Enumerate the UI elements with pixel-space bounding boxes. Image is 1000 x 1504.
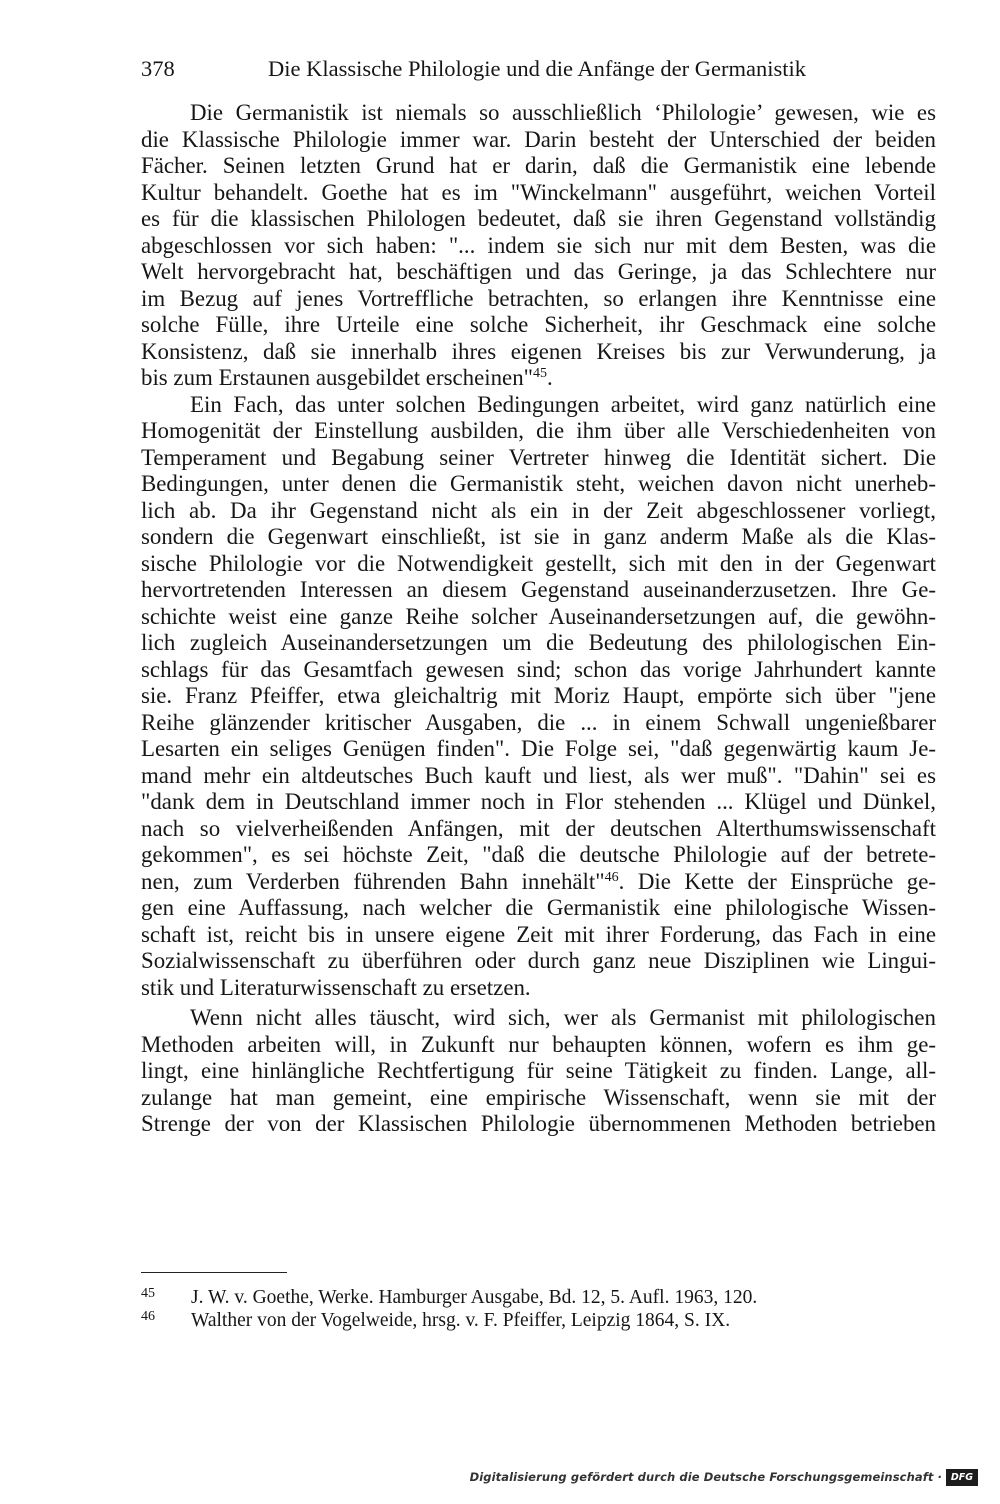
text-line: nach so vielverheißenden Anfängen, mit der deutschen Alterthumswissenschaft (141, 815, 936, 841)
text-line: Homogenität der Einstellung ausbilden, die ihm über alle Verschiedenheiten von (141, 418, 936, 443)
paragraph-3 (141, 1005, 936, 1138)
text-line: sie. Franz Pfeiffer, etwa gleichaltrig mit Moriz Haupt, empörte sich über "jene (141, 683, 936, 708)
text-line: sondern die Gegenwart einschließt, ist sie in ganz anderm Maße als die Klas- (141, 524, 936, 549)
text-line: Reihe glänzender kritischer Ausgaben, die ... in einem Schwall ungenießbarer (141, 709, 936, 735)
text-line: "dank dem in Deutschland immer noch in Flor stehenden ... Klügel und Dünkel, (141, 789, 936, 814)
text-line: lich zugleich Auseinandersetzungen um die Bedeutung des philologischen Ein- (141, 630, 936, 655)
text-line: Fächer. Seinen letzten Grund hat er darin, daß die Germanistik eine lebende (141, 153, 936, 178)
text-line: Die Germanistik ist niemals so ausschließlich ‘Philologie’ gewesen, wie es (190, 100, 936, 125)
text-line: schaft ist, reicht bis in unsere eigene Zeit mit ihrer Forderung, das Fach in eine (141, 921, 936, 947)
footnote-text: Walther von der Vogelweide, hrsg. v. F. Pfeiffer, Leipzig 1864, S. IX. (191, 1310, 731, 1331)
text-line: die Klassische Philologie immer war. Darin besteht der Unterschied der beiden (141, 126, 936, 152)
footnote-ref-46[interactable]: 46 (604, 869, 619, 885)
text-line: Welt hervorgebracht hat, beschäftigen und das Geringe, ja das Schlechtere nur (141, 259, 936, 284)
text-line: stik und Literaturwissenschaft zu ersetzen. (141, 974, 531, 1000)
footnote-mark: 45 (141, 1286, 155, 1301)
text-line: Lesarten ein seliges Genügen finden". Die Folge sei, "daß gegenwärtig kaum Je- (141, 736, 936, 761)
text-line: Kultur behandelt. Goethe hat es im "Winckelmann" ausgeführt, weichen Vorteil (141, 179, 936, 205)
text-line: abgeschlossen vor sich haben: "... indem sie sich nur mit dem Besten, was die (141, 232, 936, 258)
text-line: Methoden arbeiten will, in Zukunft nur behaupten können, wofern es ihm ge- (141, 1031, 936, 1057)
footnote-45 (141, 1286, 901, 1309)
footnote-mark: 46 (141, 1309, 155, 1324)
footnote-ref-45[interactable]: 45 (533, 366, 548, 381)
text-line: es für die klassischen Philologen bedeutet, daß sie ihren Gegenstand vollständig (141, 206, 936, 231)
footnote-46 (141, 1309, 901, 1332)
text-fragment: bis zum Erstaunen ausgebildet erscheinen" (141, 365, 534, 390)
text-line: im Bezug auf jenes Vortreffliche betrachten, so erlangen ihre Kenntnisse eine (141, 285, 936, 311)
text-line: hervortretenden Interessen an diesem Gegenstand auseinanderzusetzen. Ihre Ge- (141, 577, 936, 602)
text-fragment: nen, zum Verderben führenden Bahn innehält" (141, 868, 605, 894)
text-line: mand mehr ein altdeutsches Buch kauft und liest, als wer muß". "Dahin" sei es (141, 762, 936, 788)
text-line: sische Philologie vor die Notwendigkeit gestellt, sich mit den in der Gegenwart (141, 550, 936, 576)
footnote-text: J. W. v. Goethe, Werke. Hamburger Ausgabe, Bd. 12, 5. Aufl. 1963, 120. (191, 1287, 758, 1308)
text-line: Konsistenz, daß sie innerhalb ihres eigenen Kreises bis zur Verwunderung, ja (141, 338, 936, 364)
text-line: Sozialwissenschaft zu überführen oder durch ganz neue Disziplinen wie Lingui- (141, 948, 936, 973)
text-line: Wenn nicht alles täuscht, wird sich, wer als Germanist mit philologischen (190, 1005, 936, 1030)
text-line: solche Fülle, ihre Urteile eine solche Sicherheit, ihr Geschmack eine solche (141, 312, 936, 337)
footnotes (141, 1286, 901, 1332)
text-line: schichte weist eine ganze Reihe solcher Auseinandersetzungen auf, die gewöhn- (141, 603, 936, 629)
text-line: Bedingungen, unter denen die Germanistik steht, weichen davon nicht unerheb- (141, 471, 936, 496)
text-line: zulange hat man gemeint, eine empirische Wissenschaft, wenn sie mit der (141, 1084, 936, 1110)
running-title: Die Klassische Philologie und die Anfänge der Germanistik (268, 56, 807, 81)
text-line: gekommen", es sei höchste Zeit, "daß die deutsche Philologie auf der betrete- (141, 842, 936, 867)
dfg-logo: DFG (946, 1469, 978, 1486)
text-line: lich ab. Da ihr Gegenstand nicht als ein in der Zeit abgeschlossener vorliegt, (141, 497, 936, 523)
footnote-divider (141, 1272, 287, 1273)
text-line: gen eine Auffassung, nach welcher die Germanistik eine philologische Wissen- (141, 895, 936, 920)
body-text (141, 100, 936, 1138)
text-line: Strenge der von der Klassischen Philologie übernommenen Methoden betrieben (141, 1111, 936, 1136)
paragraph-2 (141, 392, 936, 1002)
text-line (141, 365, 936, 392)
page-number: 378 (141, 56, 175, 81)
text-line: schlags für das Gesamtfach gewesen sind; schon das vorige Jahrhundert kannte (141, 656, 936, 682)
text-line: Ein Fach, das unter solchen Bedingungen arbeitet, wird ganz natürlich eine (190, 391, 936, 417)
text-line: lingt, eine hinlängliche Rechtfertigung für seine Tätigkeit zu finden. Lange, all- (141, 1058, 936, 1083)
text-fragment: . (547, 365, 553, 390)
text-fragment: . Die Kette der Einsprüche ge- (618, 868, 936, 894)
paragraph-1 (141, 100, 936, 392)
running-header (141, 53, 893, 85)
text-line: Temperament und Begabung seiner Vertreter hinweg die Identität sichert. Die (141, 444, 936, 470)
text-line (141, 869, 936, 896)
digitization-credit: Digitalisierung gefördert durch die Deutsche Forschungsgemeinschaft · (469, 1470, 942, 1484)
